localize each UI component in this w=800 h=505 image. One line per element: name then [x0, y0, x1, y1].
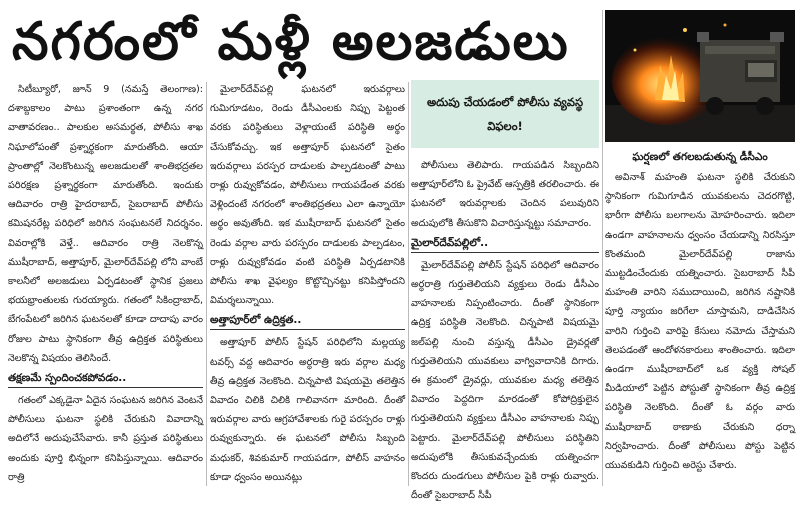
column-divider — [602, 10, 603, 486]
body-paragraph: గతంలో ఎక్కడైనా ఏదైన సంఘటన జరిగిన వెంటనే పోలీసులు ఘటనా స్థలికి చేరుకుని వివాదాన్ని అదిలోనే అదుపుచేసేవారు. కానీ ప్రస్తుత పరిస్థితులు అందుకు పూర్తి భిన్నంగా కనిపిస్తున్నాయి. ఆదివారం రాత్రి — [8, 395, 203, 483]
section-subhead: అత్తాపూర్‌లో ఉద్రిక్తత.. — [210, 311, 405, 330]
pull-quote: అదుపు చేయడంలో పోలీసు వ్యవస్థ విఫలం! — [411, 80, 599, 148]
body-paragraph: అవినాశ్ మహంతి ఘటనా స్థలికి చేరుకుని స్థానికంగా గుమిగూడిన యువకులను చెదరగొట్టి, భారీగా పోలీసు బలగాలను మోహరించారు. ఇదిలా ఉండగా వాహనాలను ధ్వంసం చేయడాన్ని నిరసిస్తూ కొంతమంది మైలార్‌దేవ్‌పల్లి రాజాను ముట్టడించేందుకు యత్నించారు. సైబరాబాద్ సీపీ మహంతి వారిని సముదాయించి, జరిగిన నష్టానికి పూర్తి న్యాయం జరిగేలా చూస్తామని, దాడిచేసిన వారిని గుర్తించి వారిపై కేసులు నమోదు చేస్తామని తెలపడంతో ఆందోళనకారులు శాంతించారు. ఇదిలా ఉండగా ముషీరాబాద్‌లో ఒక వ్యక్తి సోషల్ మీడియాలో పెట్టిన పోస్టుతో స్థానికంగా తీవ్ర ఉద్రిక్త పరిస్థితి నెలకొంది. దీంతో ఓ వర్గం వారు ముషీరాబాద్ ఠాణాకు చేరుకుని ధర్నా నిర్వహించారు. దీంతో పోలీసులు పోస్టు పెట్టిన యువకుడిని గుర్తించి అరెస్టు చేశారు. — [605, 172, 795, 472]
burning-truck-image — [605, 10, 795, 142]
body-paragraph: అత్తాపూర్ పోలీస్ స్టేషన్ పరిధిలోని మల్లయ్య టవర్స్ వద్ద ఆదివారం అర్ధరాత్రి ఇరు వర్గాల మధ్య తీవ్ర ఉద్రిక్తత నెలకొంది. చిన్నపాటి విషయమై తలెత్తిన వివాదం చిలికి చిలికి గాలివానగా మారింది. దీంతో ఇరువర్గాల వారు ఆగ్రహావేశాలకు గురై పరస్పరం రాళ్లు రువ్వుకున్నారు. ఈ ఘటనలో పోలీసు సిబ్బంది మధుకర్, శివకుమార్ గాయపడగా, పోలీస్ వాహనం కూడా ధ్వంసం అయినట్లు — [210, 337, 405, 483]
column-divider — [206, 82, 207, 486]
section-subhead: తక్షణమే స్పందించకపోవడం.. — [8, 369, 203, 388]
article-column-4 — [605, 168, 795, 488]
column-divider — [408, 82, 409, 486]
body-paragraph: పోలీసులు తెలిపారు. గాయపడిన సిబ్బందిని అత్తాపూర్‌లోని ఓ ప్రైవేట్ ఆస్పత్రికి తరలించారు. ఈ ఘటనలో ఇరువర్గాలకు చెందిన పలువురిని అదుపులోకి తీసుకొని విచారిస్తున్నట్టు సమాచారం. — [411, 160, 599, 229]
page-headline: నగరంలో మళ్లీ అలజడులు — [12, 12, 570, 72]
photo-caption: ఘర్షణలో తగలబడుతున్న డీసీఎం — [632, 151, 768, 163]
article-column-1 — [8, 80, 203, 488]
body-paragraph: సిటీబ్యూరో, జూన్ 9 (నమస్తే తెలంగాణ): దశాబ్దకాలం పాటు ప్రశాంతంగా ఉన్న నగర వాతావరణం.. పాలకుల అసమర్థత, పోలీసు శాఖ నిఘాలోపంతో ప్రశ్నార్థకంగా మారుతోంది. ఆయా ప్రాంతాల్లో నెలకొంటున్న అలజడులతో శాంతిభద్రతల పరిరక్షణ ప్రశ్నార్థకంగా మారుతోంది. ఇందుకు ఆదివారం రాత్రి హైదరాబాద్, సైబరాబాద్ పోలీసు కమిషనరేట్ల పరిధిలో జరిగిన సంఘటనలే నిదర్శనం. వివరాల్లోకి వెళ్తే.. ఆదివారం రాత్రి నెలకొన్న ముషీరాబాద్, అత్తాపూర్, మైలార్‌దేవ్‌పల్లి లోని వాంబే కాలనీలో అలజడులు ఏర్పడటంతో స్థానిక ప్రజలు భయభ్రాంతులకు గురయ్యారు. గతంలో సికింద్రాబాద్, బేగంపేటలో జరిగిన ఘటనలతో కూడా దాదాపు వారం రోజుల పాటు స్థానికంగా తీవ్ర ఉద్రిక్తత పరిస్థితులు నెలకొన్న విషయం తెలిసిందే. — [8, 84, 203, 364]
article-column-2 — [210, 80, 405, 488]
news-photo — [605, 10, 795, 142]
article-column-3 — [411, 80, 599, 502]
body-paragraph: మైలార్‌దేవ్‌పల్లి పోలీస్ స్టేషన్ పరిధిలో ఆదివారం అర్ధరాత్రి గుర్తుతెలియని వ్యక్తులు రెండు డీసీఎం వాహనాలకు నిప్పంటించారు. దీంతో స్థానికంగా ఉద్రిక్త పరిస్థితి నెలకొంది. చిన్నపాటి విషయమై జల్‌పల్లి నుంచి వస్తున్న డీసీఎం డ్రైవర్లతో గుర్తుతెలియని యువకులు వాగ్వివాదానికి దిగారు. ఈ క్రమంలో డ్రైవర్లు, యువకుల మధ్య తలెత్తిన వివాదం పెద్దదిగా మారడంతో కోపోద్రిక్తులైన గుర్తుతెలియని వ్యక్తులు డీసీఎం వాహనాలకు నిప్పు పెట్టారు. మైలార్‌దేవ్‌పల్లి పోలీసులు పరిస్థితిని అదుపులోకి తీసుకువచ్చేందుకు యత్నించగా కొందరు దుండగులు పోలీసుల పైకి రాళ్లు రువ్వారు. దీంతో సైబరాబాద్ సీపీ — [411, 259, 599, 502]
body-paragraph: మైలార్‌దేవ్‌పల్లి ఘటనలో ఇరువర్గాలు గుమిగూడటం, రెండు డీసీఎంలకు నిప్పు పెట్టంత వరకు పరిస్థితులు వెళ్లాయంటే పరిస్థితి అర్థం చేసుకోవచ్చు. ఇక అత్తాపూర్ ఘటనలో సైతం ఇరువర్గాలు పరస్పర దాడులకు పాల్పడటంతో పాటు రాళ్లు రువ్వుకోవడం, పోలీసులు గాయపడేంత వరకు వెళ్లిందంటే నగరంలో శాంతిభద్రతలు ఎలా ఉన్నాయో అర్థం అవుతోంది. ఇక ముషీరాబాద్ ఘటనలో సైతం రెండు వర్గాల వారు పరస్పరం దాడులకు పాల్పడటం, రాళ్లు రువ్వుకోవడం వంటి పరిస్థితి ఏర్పడటానికి పోలీసు శాఖ వైఫల్యం కొట్టొచ్చినట్టు కనిపిస్తోందని విమర్శలున్నాయి. — [210, 84, 405, 307]
section-subhead: మైలార్‌దేవ్‌పల్లిలో.. — [411, 234, 599, 253]
